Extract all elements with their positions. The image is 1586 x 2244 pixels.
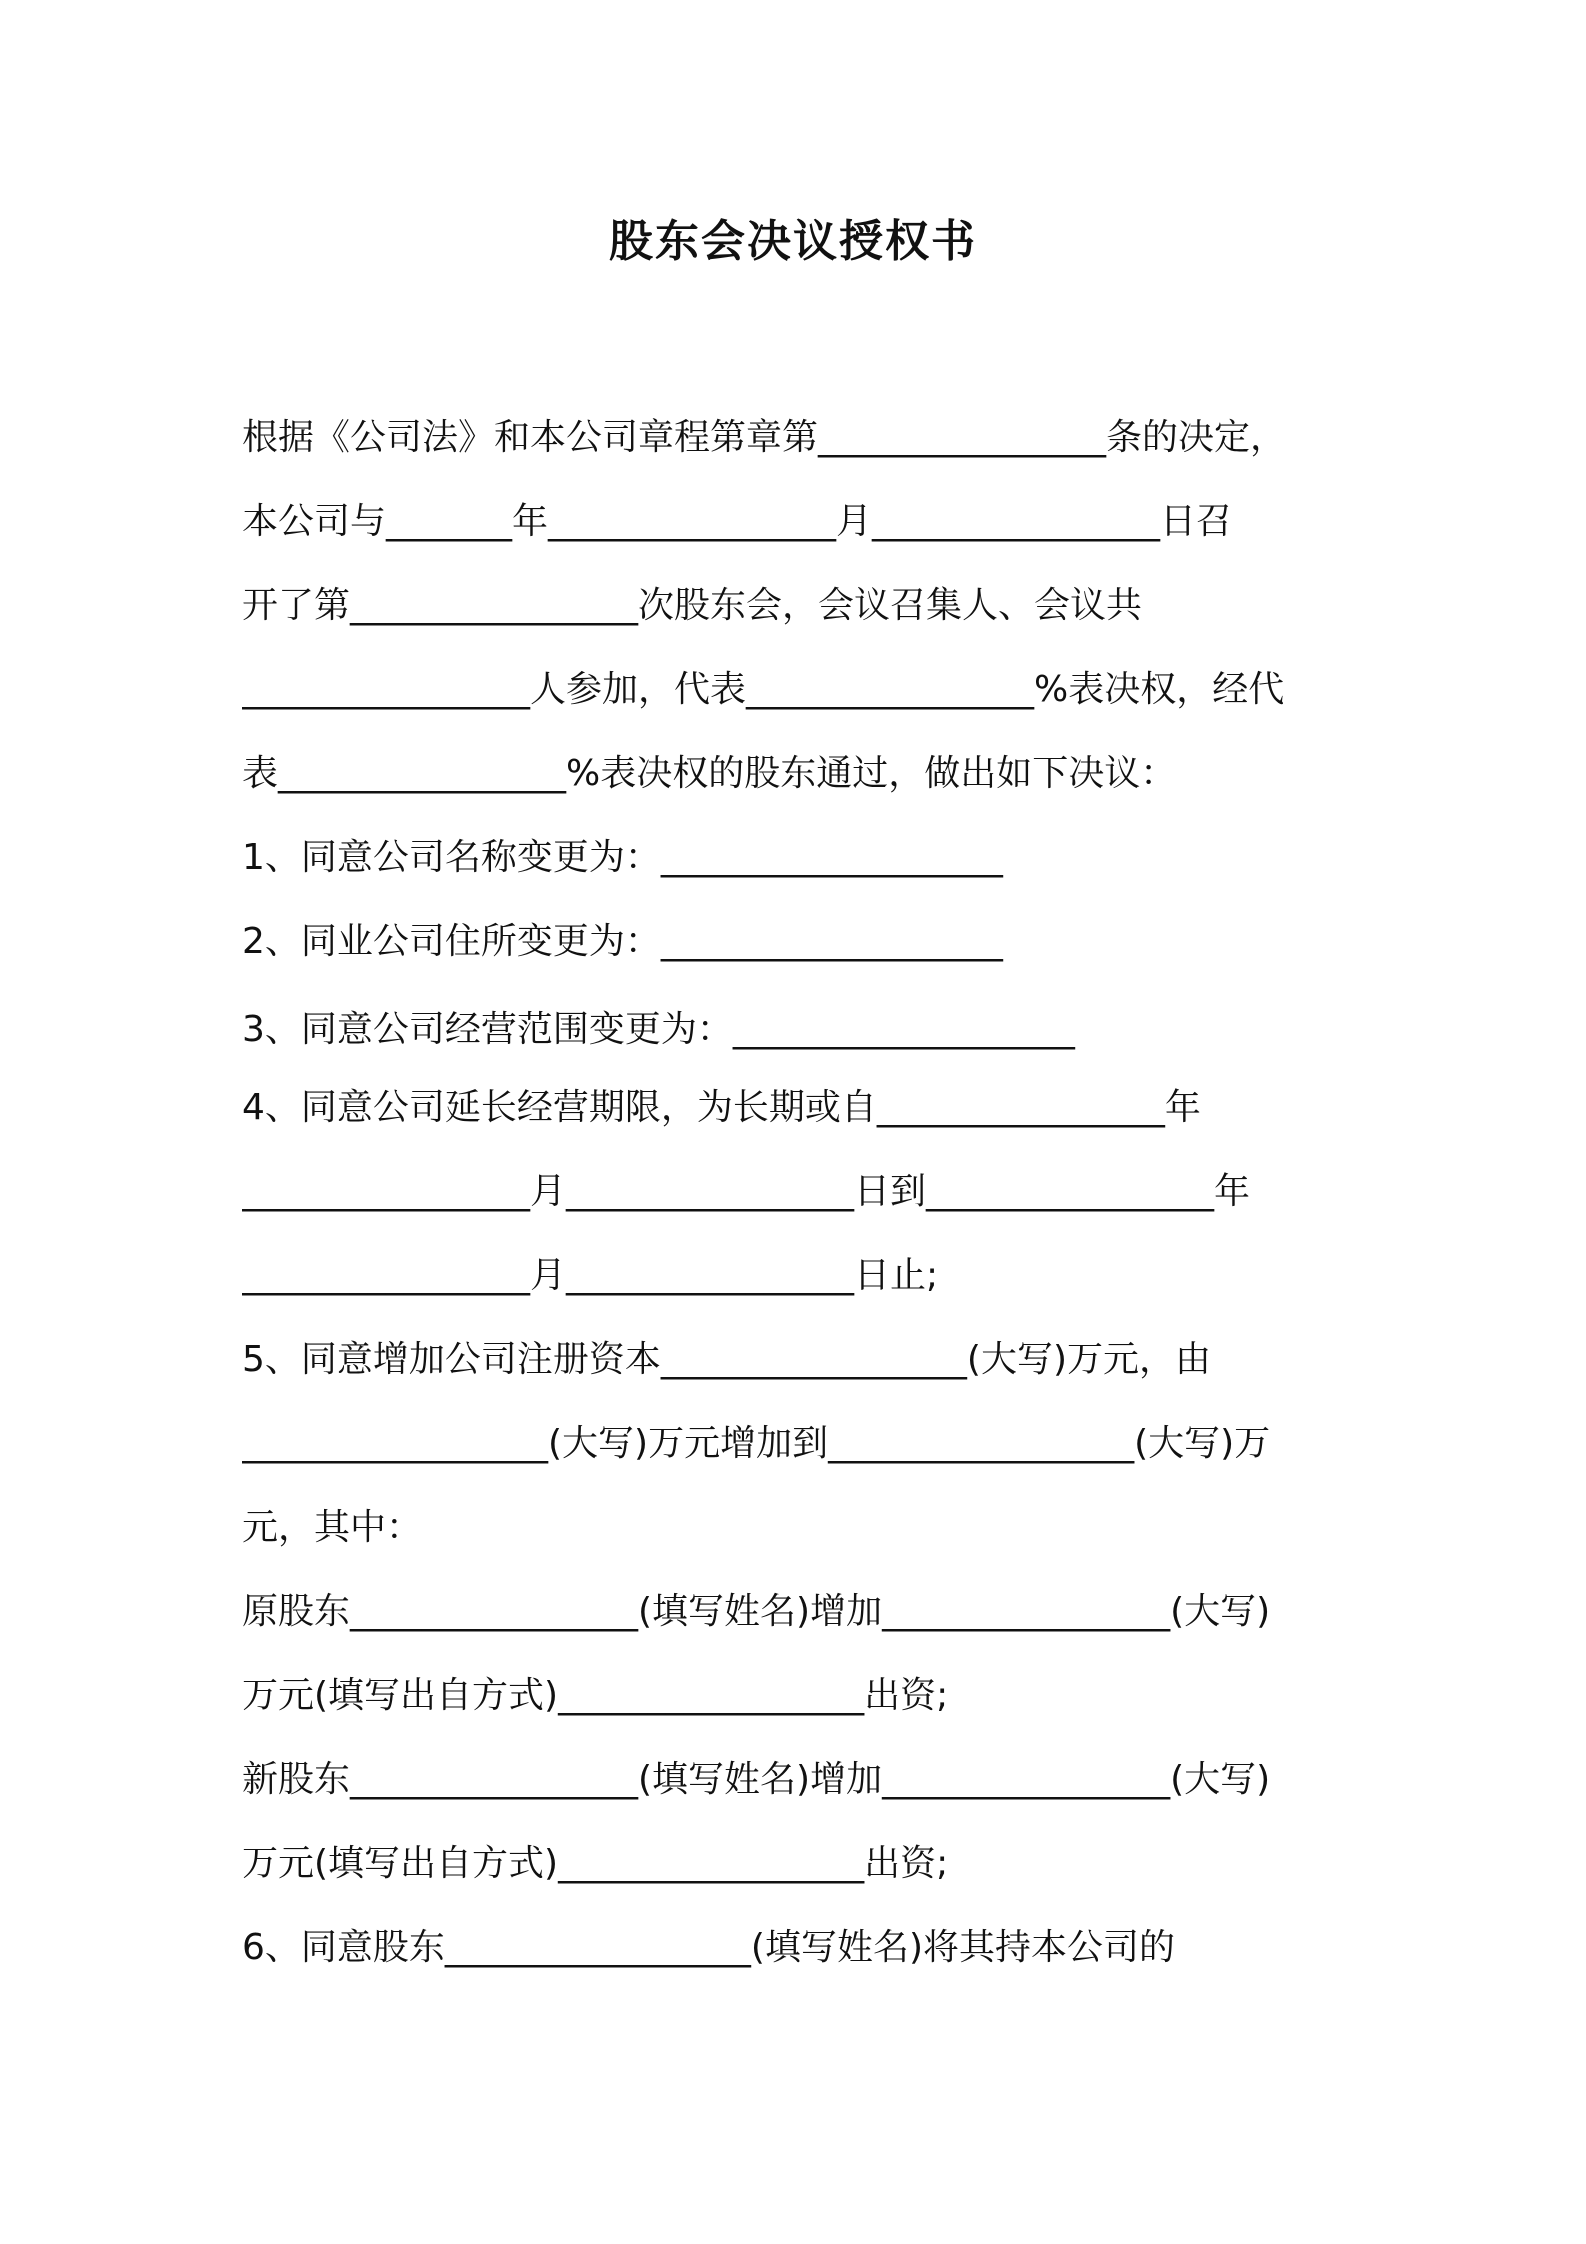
new-shareholder-line: 新股东________________(填写姓名)增加________________(大写) [242,1759,1271,1800]
text-line-11: ________________月________________日止; [242,1255,939,1296]
original-shareholder-method-line: 万元(填写出自方式)_________________出资; [242,1675,949,1716]
document-title: 股东会决议授权书 [609,216,977,267]
text-line-10: ________________月________________日到________________年 [242,1171,1250,1212]
resolution-item-5: 5、同意增加公司注册资本_________________(大写)万元，由 [242,1339,1211,1380]
text-line-3: 开了第________________次股东会，会议召集人、会议共 [242,585,1143,626]
resolution-item-3: 3、同意公司经营范围变更为：___________________ [242,1009,1075,1050]
new-shareholder-method-line: 万元(填写出自方式)_________________出资; [242,1843,949,1884]
text-line-14: 元，其中： [242,1507,423,1548]
text-line-5: 表________________%表决权的股东通过，做出如下决议： [242,753,1177,794]
original-shareholder-line: 原股东________________(填写姓名)增加________________(大写) [242,1591,1271,1632]
text-line-2: 本公司与_______年________________月________________日召 [242,501,1233,542]
resolution-item-4: 4、同意公司延长经营期限，为长期或自________________年 [242,1087,1201,1128]
text-line-1: 根据《公司法》和本公司章程第章第________________条的决定， [242,417,1287,458]
resolution-item-6: 6、同意股东_________________(填写姓名)将其持本公司的 [242,1927,1175,1968]
text-line-13: _________________(大写)万元增加到_________________(大写)万 [242,1423,1271,1464]
resolution-item-2: 2、同业公司住所变更为：___________________ [242,921,1003,962]
resolution-item-1: 1、同意公司名称变更为：___________________ [242,837,1003,878]
text-line-4: ________________人参加，代表________________%表决权，经代 [242,669,1285,710]
